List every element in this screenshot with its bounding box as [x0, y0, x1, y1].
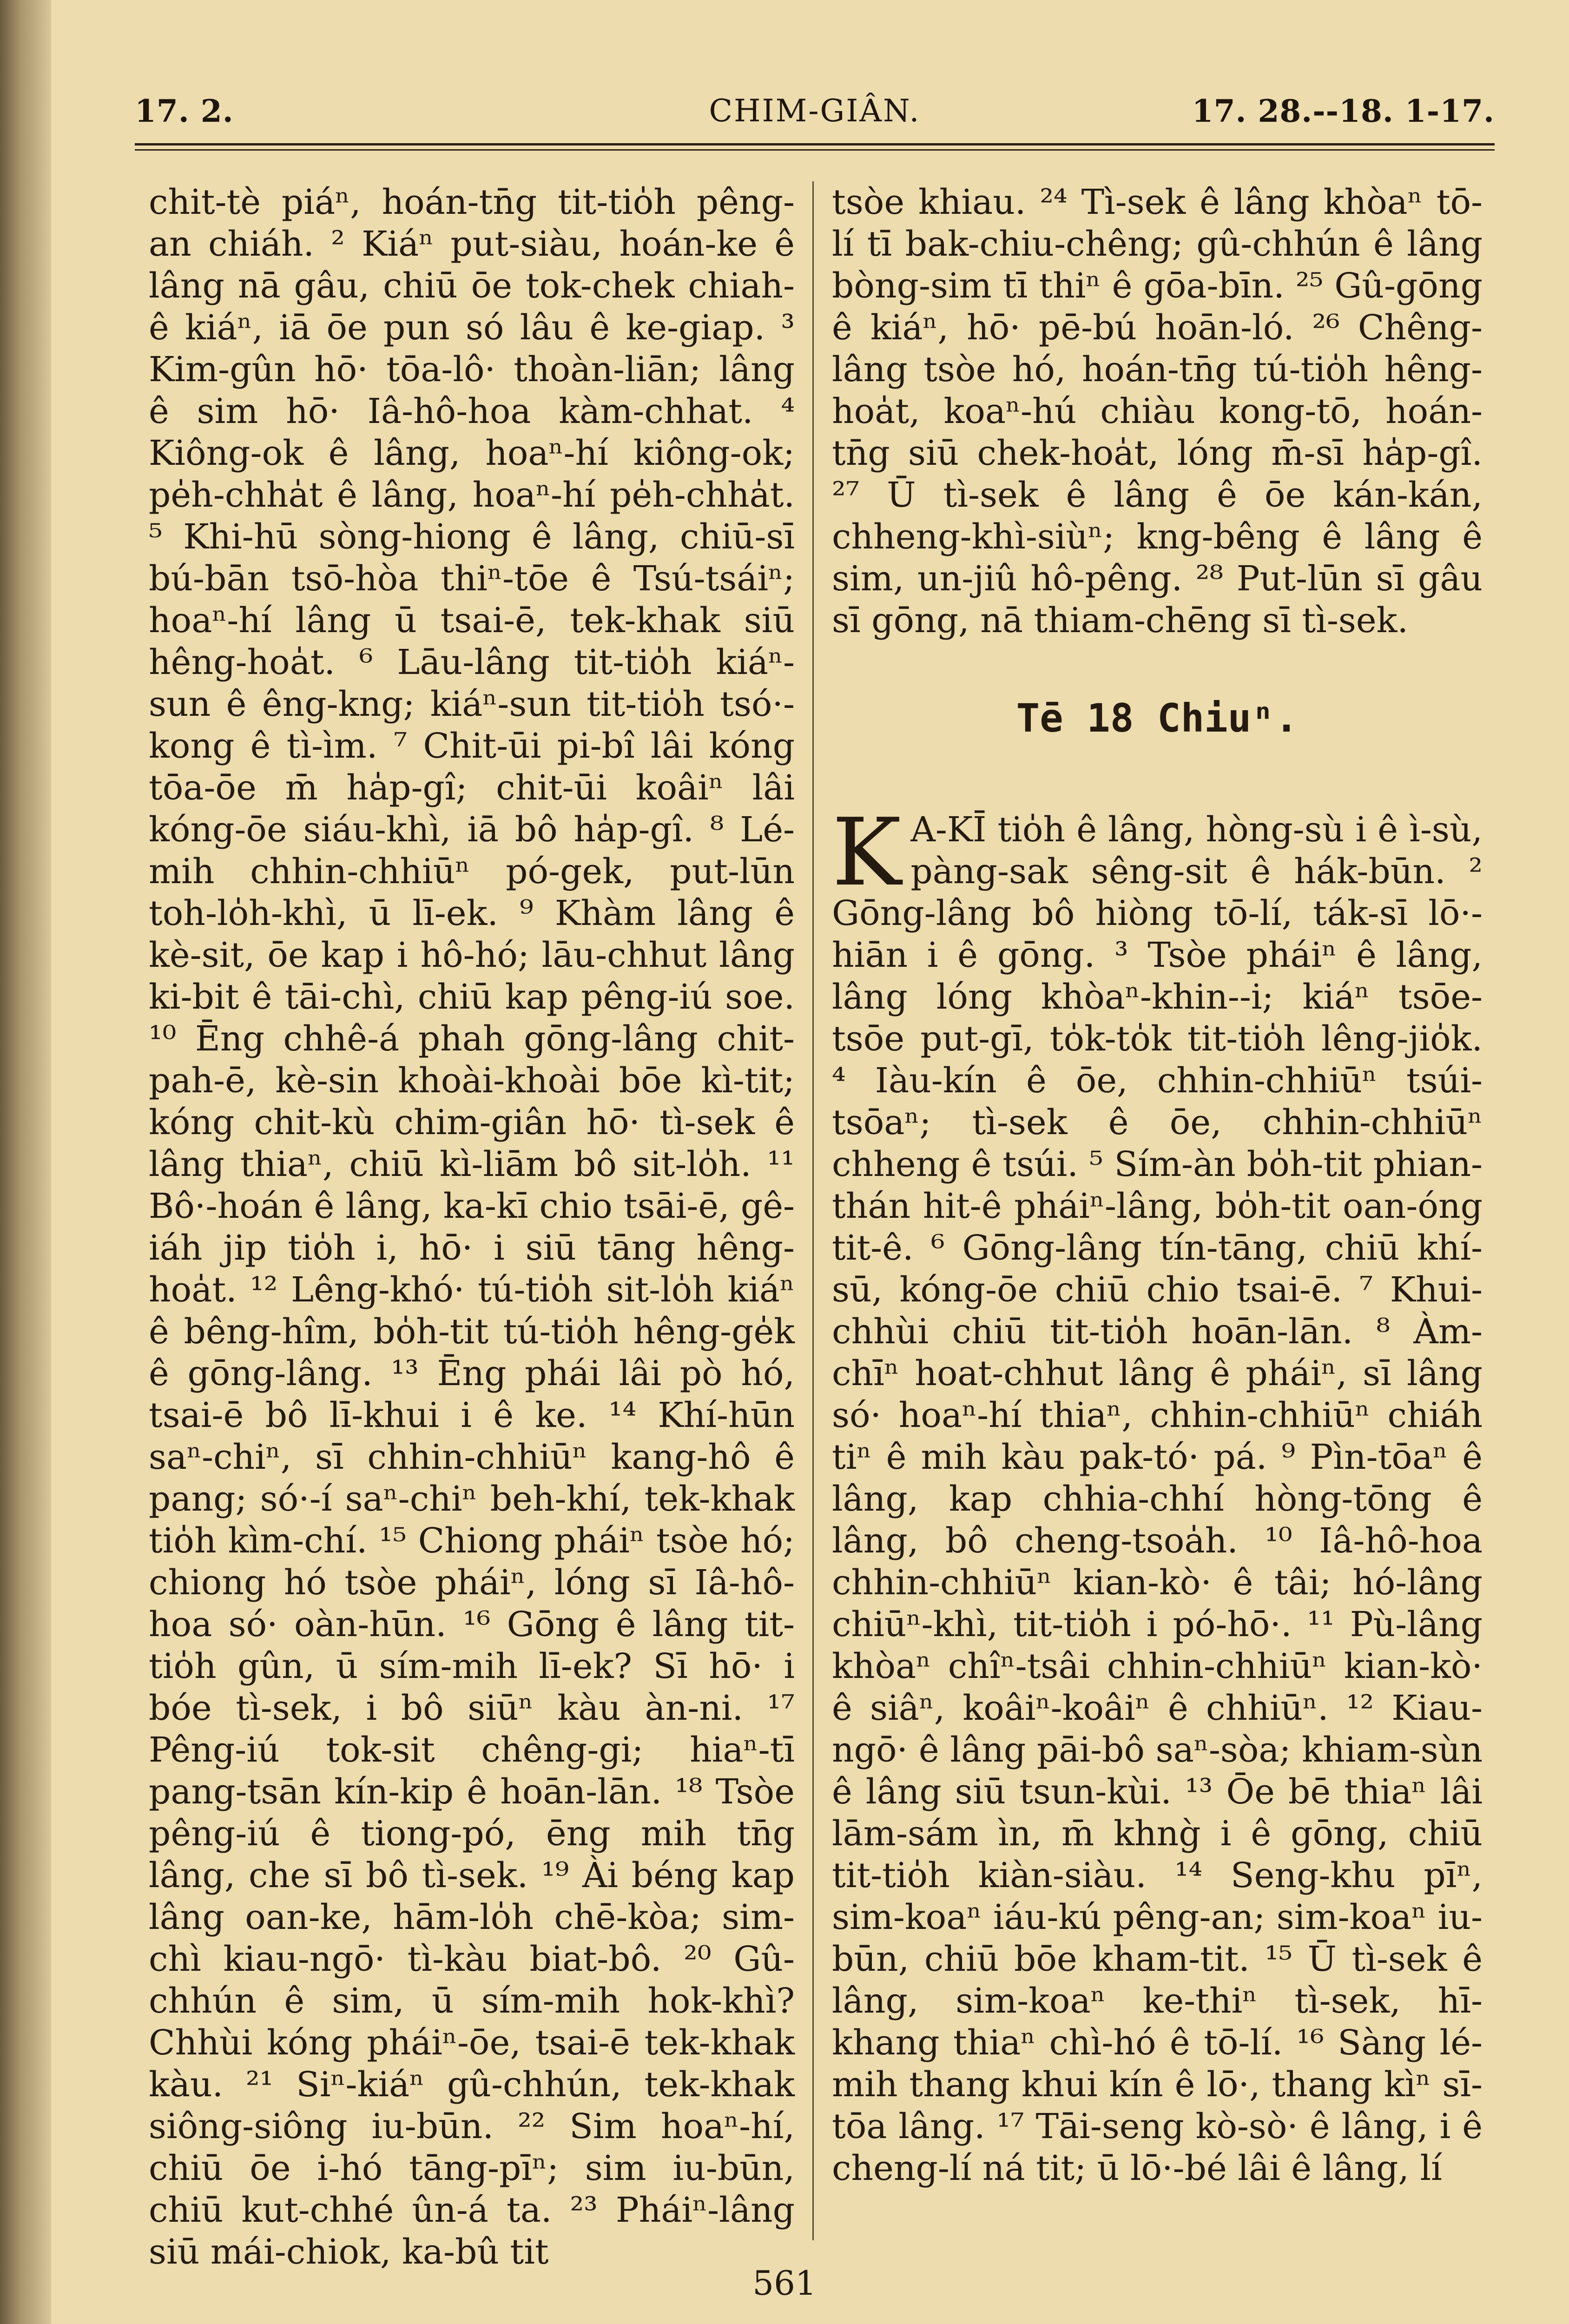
chapter-opening-paragraph	[832, 799, 1483, 2189]
header-book-title: CHIM-GIÂN.	[709, 93, 921, 129]
chapter-heading: Tē 18 Chiuⁿ.	[1016, 695, 1299, 741]
header-double-rule	[135, 143, 1495, 151]
right-text-column	[832, 181, 1483, 2240]
left-text-column	[149, 181, 795, 2272]
book-gutter	[0, 0, 51, 2324]
drop-cap: K	[832, 799, 902, 907]
header-left-reference: 17. 2.	[135, 93, 234, 129]
page-number: 561	[752, 2264, 817, 2303]
left-column-text: chit-tè piáⁿ, hoán-tn̄g tit-tio̍h pêng-an chiáh. ² Kiáⁿ put-siàu, hoán-ke ê lâng nā gâu, chiū ōe tok-chek chiah-ê kiáⁿ, iā ōe pun só lâu ê ke-giap. ³ Kim-gûn hō· tōa-lô· thoàn-liān; lâng ê sim hō· Iâ-hô-hoa kàm-chhat. ⁴ Kiông-ok ê lâng, hoaⁿ-hí kiông-ok; pe̍h-chha̍t ê lâng, hoaⁿ-hí pe̍h-chha̍t. ⁵ Khi-hū sòng-hiong ê lâng, chiū-sī bú-bān tsō-hòa thiⁿ-tōe ê Tsú-tsáiⁿ; hoaⁿ-hí lâng ū tsai-ē, tek-khak siū hêng-hoa̍t. ⁶ Lāu-lâng tit-tio̍h kiáⁿ-sun ê êng-kng; kiáⁿ-sun tit-tio̍h tsó·-kong ê tì-ìm. ⁷ Chit-ūi pi-bî lâi kóng tōa-ōe m̄ ha̍p-gî; chit-ūi koâiⁿ lâi kóng-ōe siáu-khì, iā bô ha̍p-gî. ⁸ Lé-mih chhin-chhiūⁿ pó-gek, put-lūn toh-lo̍h-khì, ū lī-ek. ⁹ Khàm lâng ê kè-sit, ōe kap i hô-hó; lāu-chhut lâng ki-bit ê tāi-chì, chiū kap pêng-iú soe. ¹⁰ Ēng chhê-á phah gōng-lâng chit-pah-ē, kè-sin khoài-khoài bōe kì-tit; kóng chit-kù chim-giân hō· tì-sek ê lâng thiaⁿ, chiū kì-liām bô sit-lo̍h. ¹¹ Bô·-hoán ê lâng, ka-kī chio tsāi-ē, gê-iáh jip tio̍h i, hō· i siū tāng hêng-hoa̍t. ¹² Lêng-khó· tú-tio̍h sit-lo̍h kiáⁿ ê bêng-hîm, bo̍h-tit tú-tio̍h hêng-ge̍k ê gōng-lâng. ¹³ Ēng phái lâi pò hó, tsai-ē bô lī-khui i ê ke. ¹⁴ Khí-hūn saⁿ-chiⁿ, sī chhin-chhiūⁿ kang-hô ê pang; só·-í saⁿ-chiⁿ beh-khí, tek-khak tio̍h kìm-chí. ¹⁵ Chiong pháiⁿ tsòe hó; chiong hó tsòe pháiⁿ, lóng sī Iâ-hô-hoa só· oàn-hūn. ¹⁶ Gōng ê lâng tit-tio̍h gûn, ū sím-mih lī-ek? Sī hō· i bóe tì-sek, i bô siūⁿ kàu àn-ni. ¹⁷ Pêng-iú tok-sit chêng-gi; hiaⁿ-tī pang-tsān kín-kip ê hoān-lān. ¹⁸ Tsòe pêng-iú ê tiong-pó, ēng mih tn̄g lâng, che sī bô tì-sek. ¹⁹ Ài béng kap lâng oan-ke, hām-lo̍h chē-kòa; sim-chì kiau-ngō· tì-kàu biat-bô. ²⁰ Gû-chhún ê sim, ū sím-mih hok-khì? Chhùi kóng pháiⁿ-ōe, tsai-ē tek-khak kàu. ²¹ Siⁿ-kiáⁿ gû-chhún, tek-khak siông-siông iu-būn. ²² Sim hoaⁿ-hí, chiū ōe i-hó tāng-pīⁿ; sim iu-būn, chiū kut-chhé ûn-á ta. ²³ Pháiⁿ-lâng siū mái-chiok, ka-bû tit	[149, 182, 795, 2272]
right-column-text-after: A-KĪ tio̍h ê lâng, hòng-sù i ê ì-sù, pàng-sak sêng-sit ê hák-būn. ² Gōng-lâng bô hiòng tō-lí, ták-sī lō·-hiān i ê gōng. ³ Tsòe pháiⁿ ê lâng, lâng lóng khòaⁿ-khin--i; kiáⁿ tsōe-tsōe put-gī, to̍k-to̍k tit-tio̍h lêng-jio̍k. ⁴ Iàu-kín ê ōe, chhin-chhiūⁿ tsúi-tsōaⁿ; tì-sek ê ōe, chhin-chhiūⁿ chheng ê tsúi. ⁵ Sím-àn bo̍h-tit phian-thán hit-ê pháiⁿ-lâng, bo̍h-tit oan-óng tit-ê. ⁶ Gōng-lâng tín-tāng, chiū khí-sū, kóng-ōe chiū chio tsai-ē. ⁷ Khui-chhùi chiū tit-tio̍h hoān-lān. ⁸ Àm-chīⁿ hoat-chhut lâng ê pháiⁿ, sī lâng só· hoaⁿ-hí thiaⁿ, chhin-chhiūⁿ chiáh tiⁿ ê mih kàu pak-tó· pá. ⁹ Pìn-tōaⁿ ê lâng, kap chhia-chhí hòng-tōng ê lâng, bô cheng-tsoa̍h. ¹⁰ Iâ-hô-hoa chhin-chhiūⁿ kian-kò· ê tâi; hó-lâng chiūⁿ-khì, tit-tio̍h i pó-hō·. ¹¹ Pù-lâng khòaⁿ chîⁿ-tsâi chhin-chhiūⁿ kian-kò· ê siâⁿ, koâiⁿ-koâiⁿ ê chhiūⁿ. ¹² Kiau-ngō· ê lâng pāi-bô saⁿ-sòa; khiam-sùn ê lâng siū tsun-kùi. ¹³ Ōe bē thiaⁿ lâi lām-sám ìn, m̄ khng̀ i ê gōng, chiū tit-tio̍h kiàn-siàu. ¹⁴ Seng-khu pīⁿ, sim-koaⁿ iáu-kú pêng-an; sim-koaⁿ iu-būn, chiū bōe kham-tit. ¹⁵ Ū tì-sek ê lâng, sim-koaⁿ ke-thiⁿ tì-sek, hī-khang thiaⁿ chì-hó ê tō-lí. ¹⁶ Sàng lé-mih thang khui kín ê lō·, thang kìⁿ sī-tōa lâng. ¹⁷ Tāi-seng kò-sò· ê lâng, i ê cheng-lí ná tit; ū lō·-bé lâi ê lâng, lí	[832, 810, 1483, 2188]
column-divider	[812, 181, 814, 2240]
header-right-reference: 17. 28.--18. 1-17.	[1192, 93, 1495, 129]
right-column-text-before: tsòe khiau. ²⁴ Tì-sek ê lâng khòaⁿ tō-lí tī bak-chiu-chêng; gû-chhún ê lâng bòng-sim tī thiⁿ ê gōa-bīn. ²⁵ Gû-gōng ê kiáⁿ, hō· pē-bú hoān-ló. ²⁶ Chêng-lâng tsòe hó, hoán-tn̄g tú-tio̍h hêng-hoa̍t, koaⁿ-hú chiàu kong-tō, hoán-tn̄g siū chek-hoa̍t, lóng m̄-sī ha̍p-gî. ²⁷ Ū tì-sek ê lâng ê ōe kán-kán, chheng-khì-siùⁿ; kng-bêng ê lâng ê sim, un-jiû hô-pêng. ²⁸ Put-lūn sī gâu sī gōng, nā thiam-chēng sī tì-sek.	[832, 182, 1483, 640]
